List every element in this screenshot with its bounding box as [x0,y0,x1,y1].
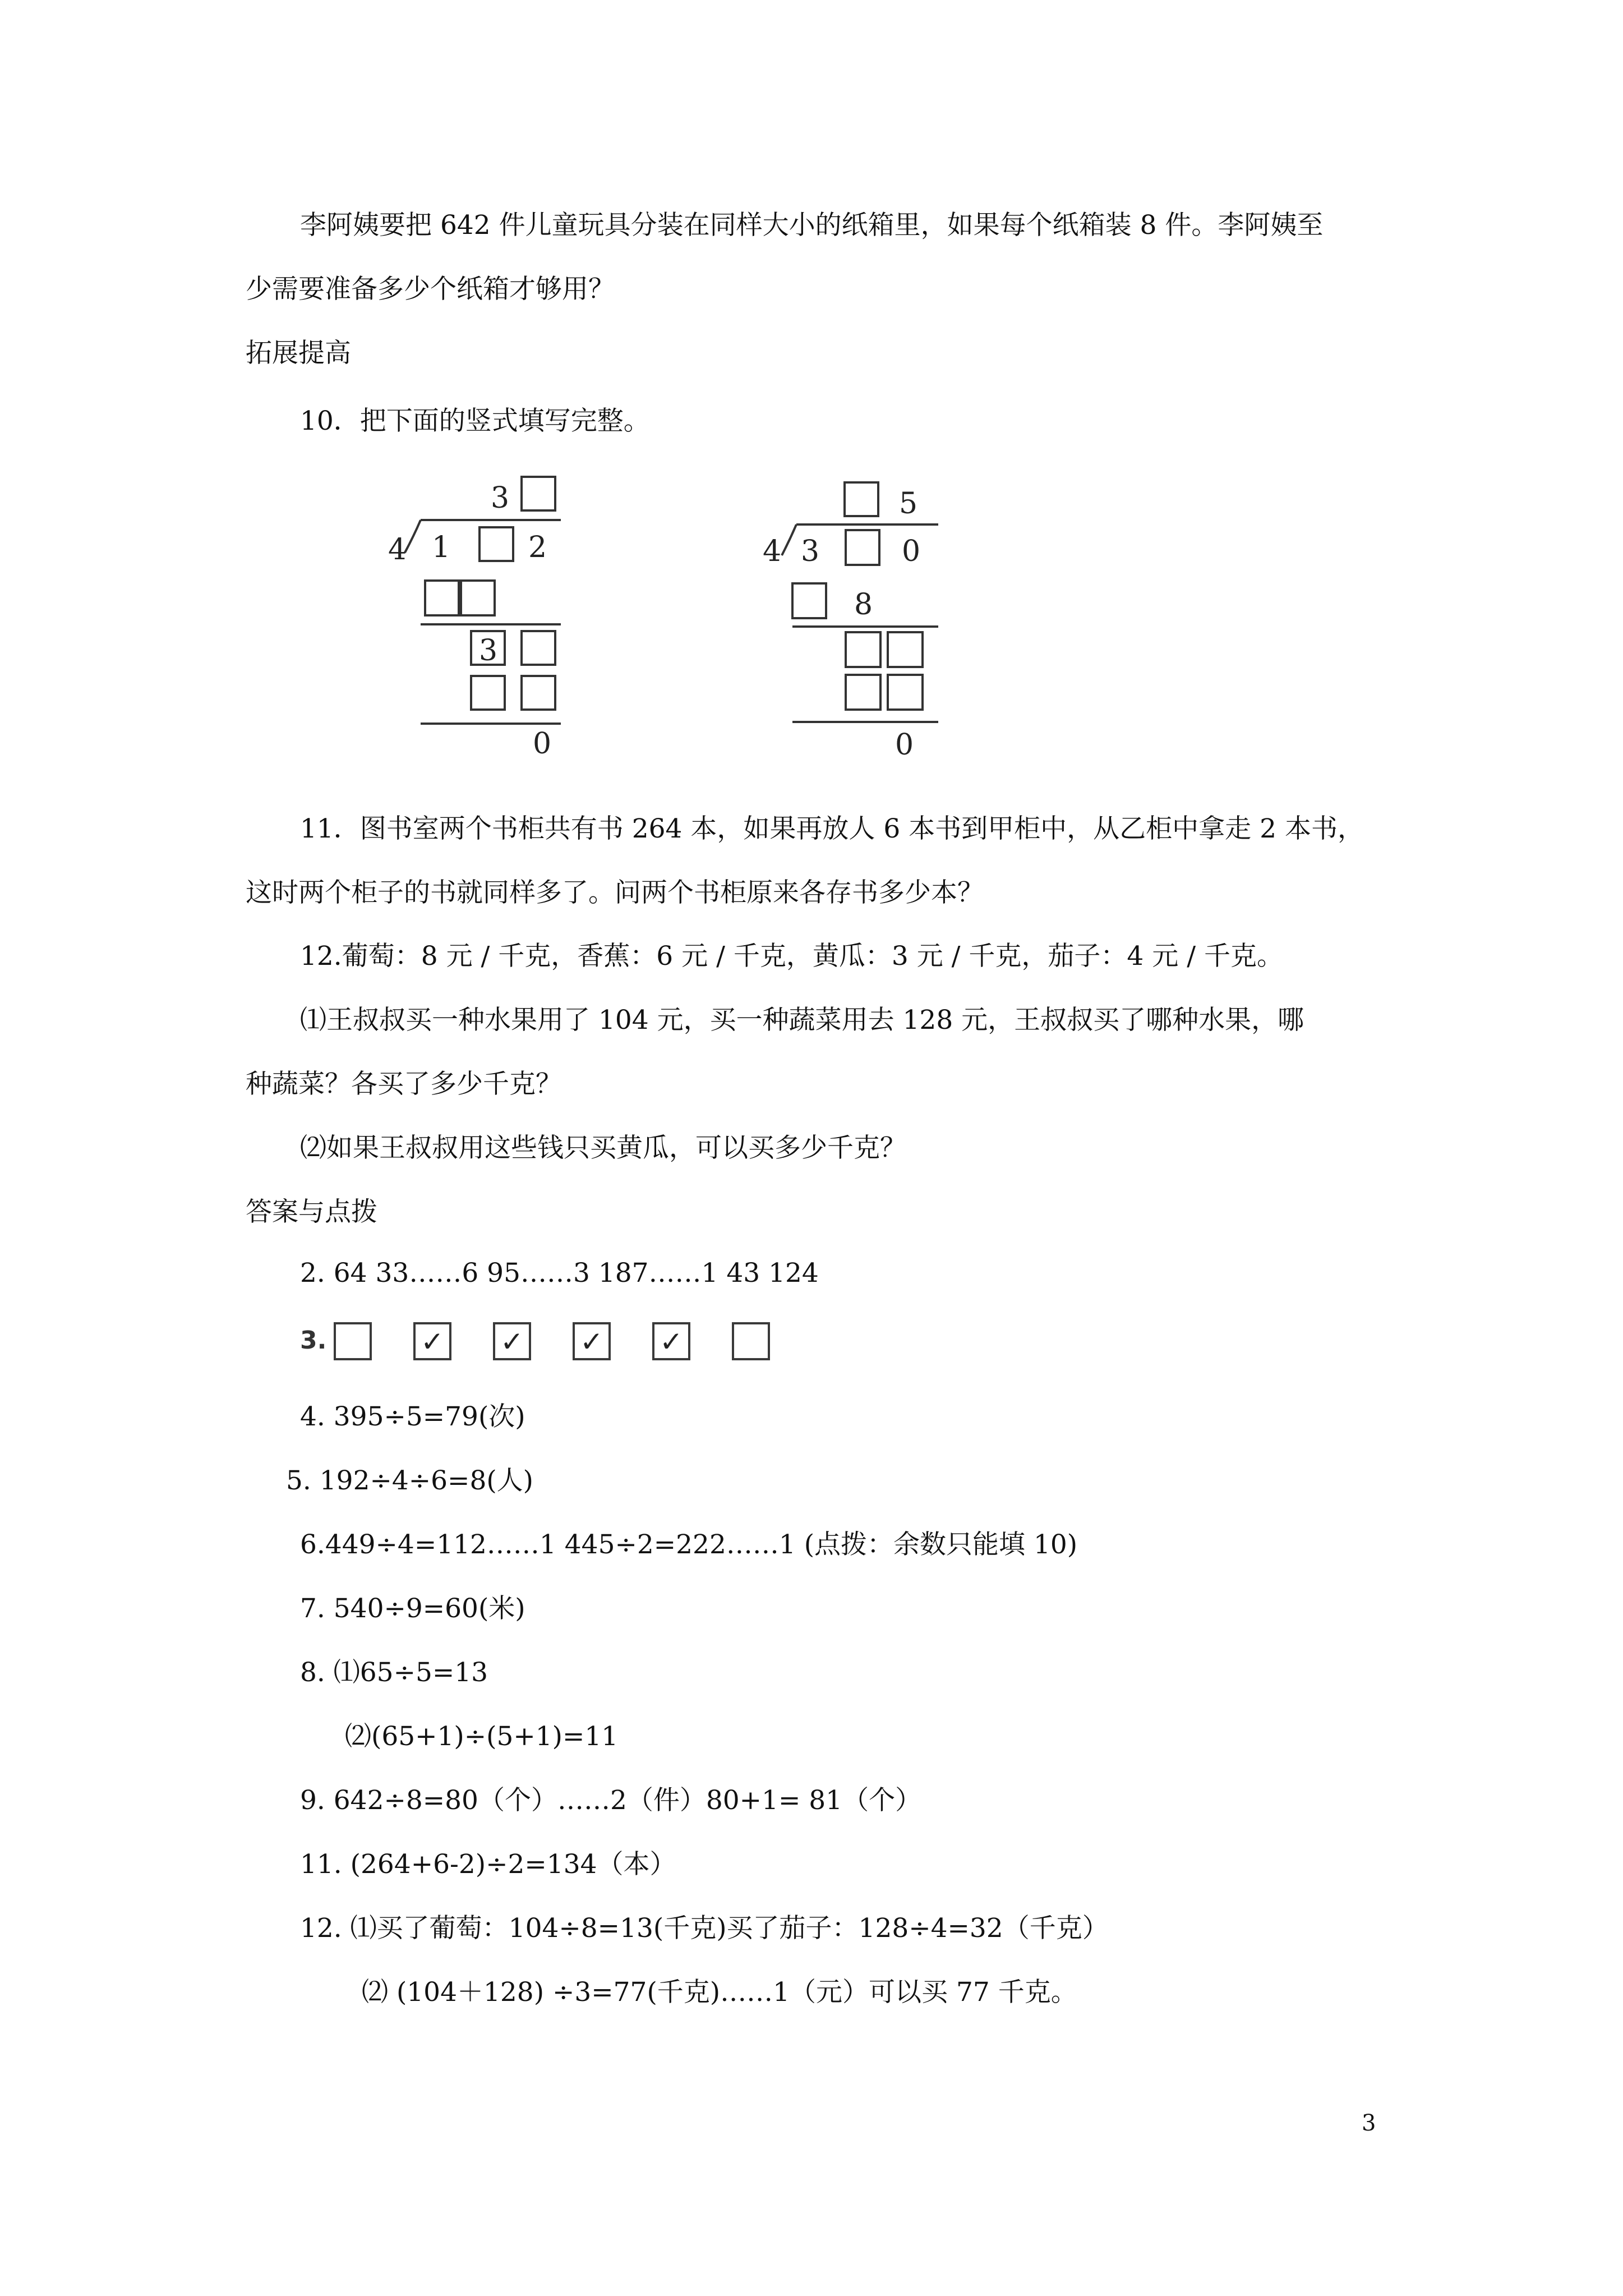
answer-2: 2. 64 33……6 95……3 187……1 43 124 [300,1258,819,1289]
check-icon: ✓ [421,1326,444,1358]
problem12-q1-line1: ⑴王叔叔买一种水果用了 104 元，买一种蔬菜用去 128 元，王叔叔买了哪种水果，哪 [300,1005,1304,1036]
answer-8-1: 8. ⑴65÷5=13 [300,1657,488,1688]
quotient-box-right[interactable] [845,482,878,516]
answer-8-2: ⑵(65+1)÷(5+1)=11 [345,1721,619,1752]
remainder-box-right-2[interactable] [888,632,923,667]
checkbox-5[interactable] [652,1322,690,1360]
dividend-first-left: 1 [432,531,451,564]
dividend-first-right: 3 [801,535,820,568]
answer-9: 9. 642÷8=80（个）……2（件）80+1= 81（个） [300,1785,922,1816]
problem12-q1-line2: 种蔬菜？各买了多少千克？ [246,1069,562,1099]
answer-5: 5. 192÷4÷6=8(人) [286,1465,534,1496]
product2-box-left-2[interactable] [522,676,555,710]
problem10-title: 10．把下面的竖式填写完整。 [300,406,650,436]
answer-3-label: 3. [300,1326,327,1355]
long-division-left [387,474,623,761]
quotient-digit-left: 3 [491,481,510,515]
check-icon: ✓ [580,1326,603,1358]
checkbox-3[interactable] [493,1322,531,1360]
problem11-line2: 这时两个柜子的书就同样多了。问两个书柜原来各存书多少本？ [246,877,984,908]
page-number: 3 [1362,2110,1376,2136]
dividend-box-left[interactable] [479,527,513,561]
answer-12-2: ⑵ (104＋128) ÷3=77(千克)……1（元）可以买 77 千克。 [362,1977,1077,2008]
check-icon: ✓ [500,1326,524,1358]
checkbox-4[interactable] [573,1322,611,1360]
check-icon: ✓ [660,1326,683,1358]
checkbox-2[interactable] [413,1322,451,1360]
problem12-line1: 12.葡萄：8 元 / 千克，香蕉：6 元 / 千克，黄瓜：3 元 / 千克，茄子：4 元 / 千克。 [300,941,1283,972]
quotient-digit-right: 5 [899,487,918,521]
answer-6: 6.449÷4=112……1 445÷2=222……1 (点拨：余数只能填 10) [300,1529,1078,1560]
divisor-right: 4 [763,535,782,568]
divisor-left: 4 [388,533,407,567]
product2-box-right-1[interactable] [846,675,880,710]
answer-12-1: 12. ⑴买了葡萄：104÷8=13(千克)买了茄子：128÷4=32（千克） [300,1913,1109,1944]
remainder-digit-left: 3 [479,634,498,668]
dividend-last-right: 0 [902,535,921,568]
remainder-box-left-2[interactable] [522,631,555,665]
product-box-left-1[interactable] [425,581,459,615]
product-digit-right: 8 [854,588,873,622]
remainder-box-right-1[interactable] [846,632,880,667]
product-box-left-2[interactable] [461,581,495,615]
section-heading-answers: 答案与点拨 [246,1197,377,1227]
checkbox-6-mark [734,1324,768,1358]
checkbox-6[interactable] [732,1322,770,1360]
product-box-right[interactable] [792,583,826,618]
quotient-box-left[interactable] [522,477,555,510]
problem12-q2: ⑵如果王叔叔用这些钱只买黄瓜，可以买多少千克？ [300,1133,906,1163]
dividend-last-left: 2 [528,531,547,564]
long-division-right [762,474,997,762]
problem9-line1: 李阿姨要把 642 件儿童玩具分装在同样大小的纸箱里，如果每个纸箱装 8 件。李阿姨至 [300,210,1324,241]
answer-4: 4. 395÷5=79(次) [300,1401,525,1432]
problem11-line1: 11．图书室两个书柜共有书 264 本，如果再放人 6 本书到甲柜中，从乙柜中拿走 2 本书， [300,813,1364,844]
checkbox-1-mark [336,1324,370,1358]
answer-11: 11. (264+6-2)÷2=134（本） [300,1849,676,1880]
product2-box-right-2[interactable] [888,675,923,710]
dividend-box-right[interactable] [846,530,879,565]
section-heading-extend: 拓展提高 [246,338,351,369]
checkbox-1[interactable] [334,1322,372,1360]
product2-box-left-1[interactable] [471,676,505,710]
final-zero-left: 0 [533,727,552,761]
final-zero-right: 0 [895,728,914,762]
problem9-line2: 少需要准备多少个纸箱才够用？ [246,274,615,305]
answer-7: 7. 540÷9=60(米) [300,1593,525,1624]
